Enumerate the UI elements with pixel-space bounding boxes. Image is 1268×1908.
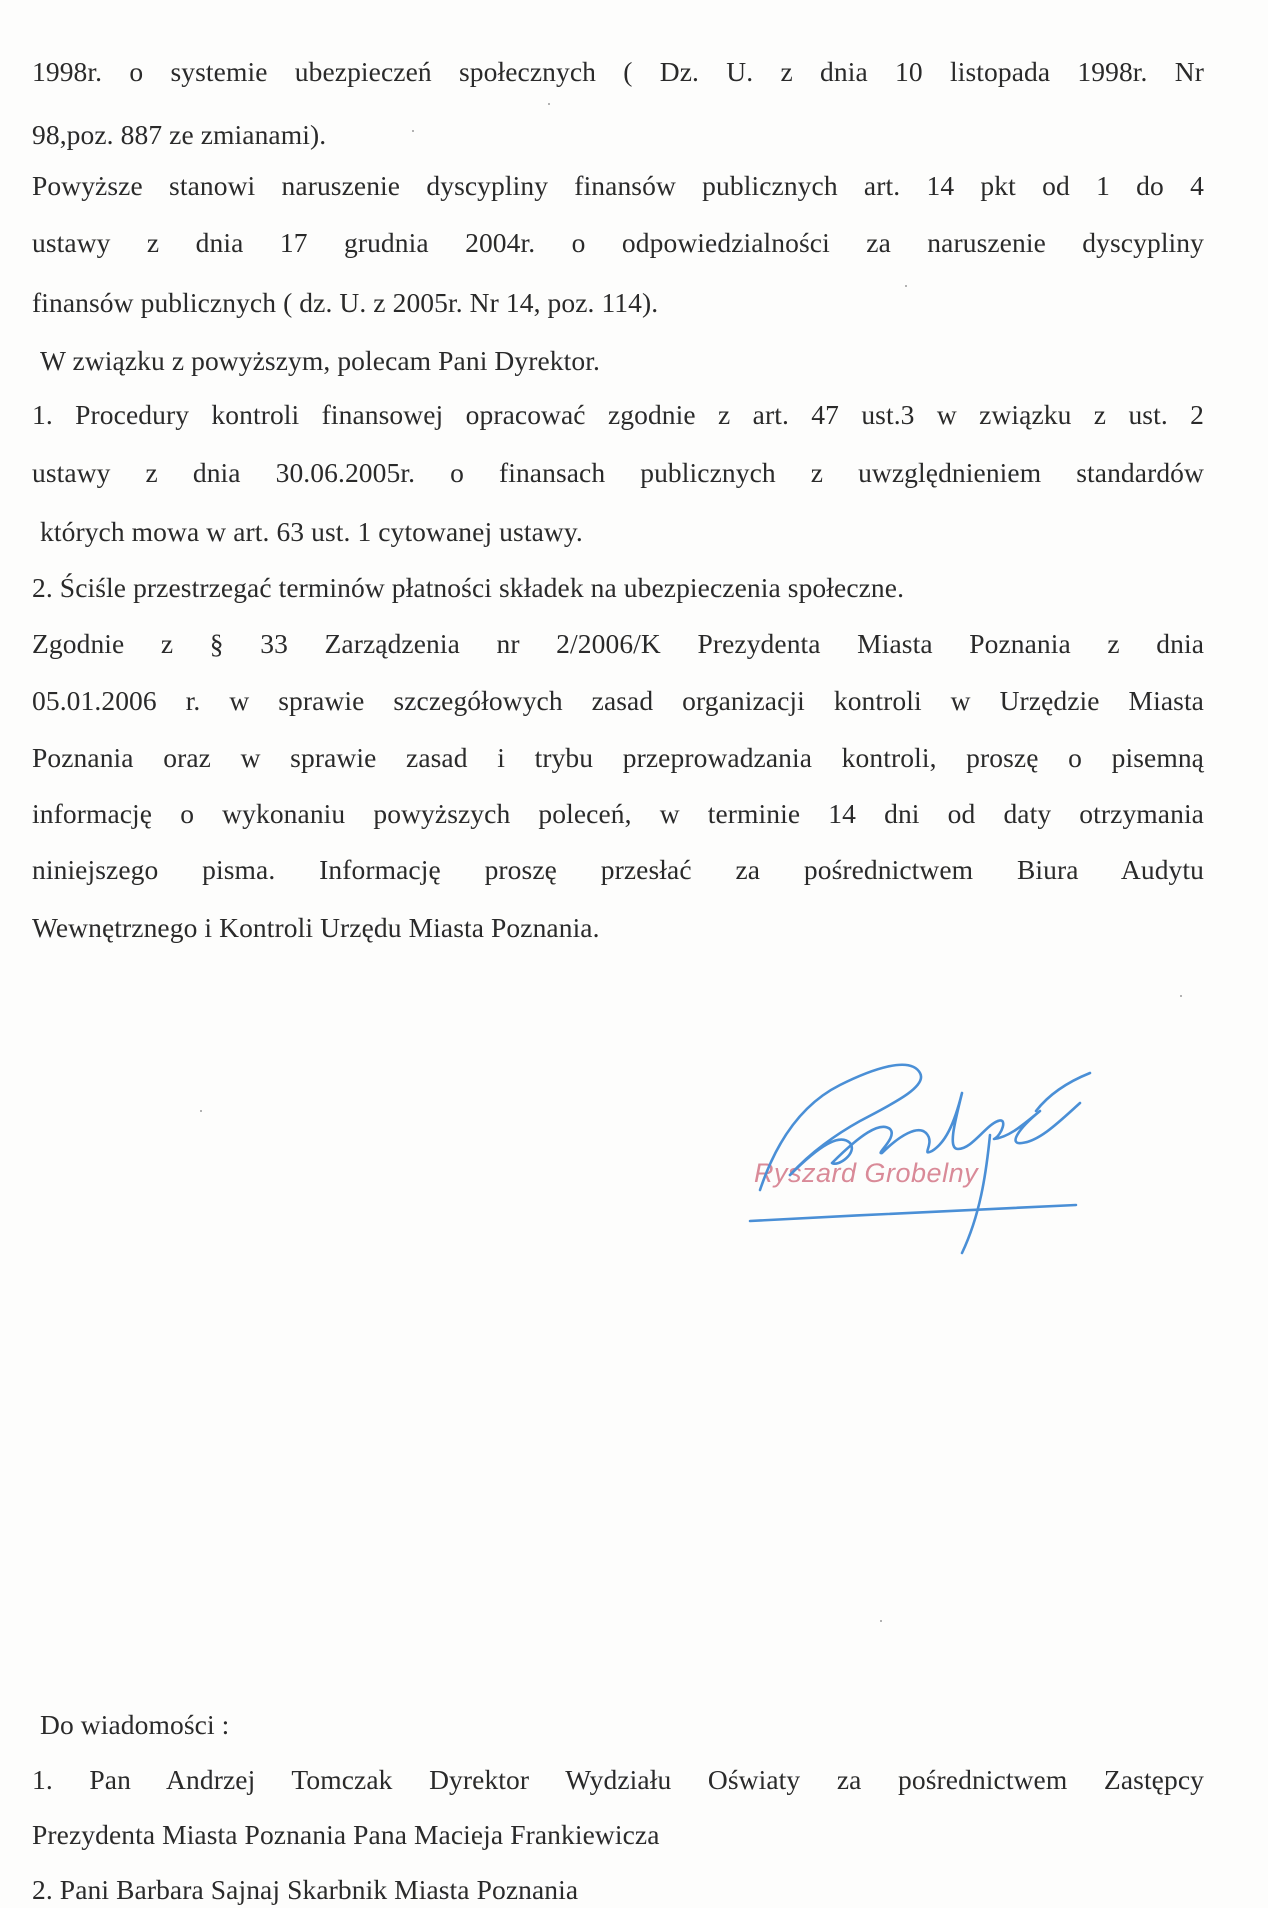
- body-line: 05.01.2006 r. w sprawie szczegółowych zasad organizacji kontroli w Urzędzie Miasta: [32, 685, 1204, 716]
- body-line: Powyższe stanowi naruszenie dyscypliny finansów publicznych art. 14 pkt od 1 do 4: [32, 170, 1204, 201]
- body-line: których mowa w art. 63 ust. 1 cytowanej ustawy.: [40, 516, 583, 547]
- scan-speck: [200, 1110, 202, 1112]
- body-line: Zgodnie z § 33 Zarządzenia nr 2/2006/K Prezydenta Miasta Poznania z dnia: [32, 628, 1204, 659]
- body-line: 2. Ściśle przestrzegać terminów płatności składek na ubezpieczenia społeczne.: [32, 572, 905, 603]
- distribution-line: 1. Pan Andrzej Tomczak Dyrektor Wydziału Oświaty za pośrednictwem Zastępcy: [32, 1764, 1204, 1795]
- scan-speck: [548, 103, 550, 105]
- signature: [740, 1025, 1100, 1265]
- signature-stamp-name: Ryszard Grobelny: [754, 1158, 979, 1188]
- body-line: Poznania oraz w sprawie zasad i trybu przeprowadzania kontroli, proszę o pisemną: [32, 742, 1204, 773]
- scan-speck: [1180, 995, 1182, 997]
- body-line: informację o wykonaniu powyższych poleceń, w terminie 14 dni od daty otrzymania: [32, 798, 1204, 829]
- body-line: Wewnętrznego i Kontroli Urzędu Miasta Poznania.: [32, 912, 600, 943]
- scan-speck: [412, 130, 414, 132]
- body-line: 1. Procedury kontroli finansowej opracować zgodnie z art. 47 ust.3 w związku z ust. 2: [32, 399, 1204, 430]
- body-line: W związku z powyższym, polecam Pani Dyrektor.: [40, 345, 600, 376]
- body-line: finansów publicznych ( dz. U. z 2005r. Nr 14, poz. 114).: [32, 287, 659, 318]
- body-line: 1998r. o systemie ubezpieczeń społecznych ( Dz. U. z dnia 10 listopada 1998r. Nr: [32, 56, 1204, 87]
- distribution-line: 2. Pani Barbara Sajnaj Skarbnik Miasta Poznania: [32, 1874, 579, 1905]
- distribution-heading: Do wiadomości :: [40, 1709, 230, 1740]
- body-line: ustawy z dnia 17 grudnia 2004r. o odpowiedzialności za naruszenie dyscypliny: [32, 227, 1204, 258]
- body-line: 98,poz. 887 ze zmianami).: [32, 119, 327, 150]
- body-line: niniejszego pisma. Informację proszę przesłać za pośrednictwem Biura Audytu: [32, 854, 1204, 885]
- scan-speck: [880, 1620, 882, 1622]
- scan-speck: [905, 285, 907, 287]
- signature-scribble: [740, 1025, 1100, 1265]
- body-line: ustawy z dnia 30.06.2005r. o finansach publicznych z uwzględnieniem standardów: [32, 457, 1204, 488]
- distribution-line: Prezydenta Miasta Poznania Pana Macieja Frankiewicza: [32, 1819, 660, 1850]
